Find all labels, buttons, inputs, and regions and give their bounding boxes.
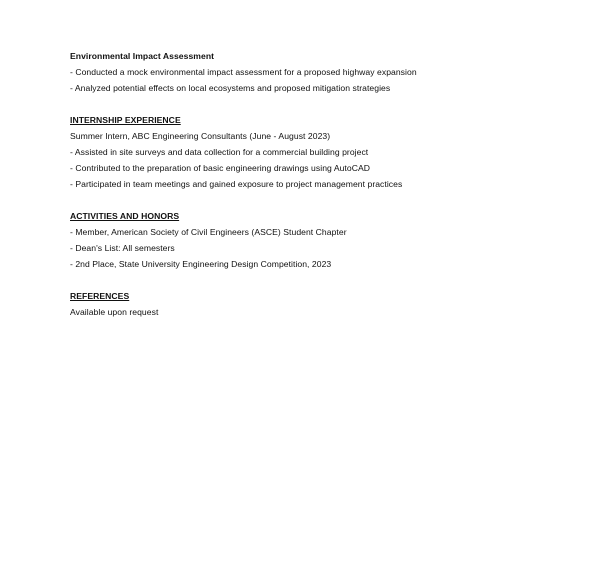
internship-role: Summer Intern, ABC Engineering Consultants (June - August 2023) [70,131,331,141]
resume-page [70,48,570,320]
spacer [70,96,570,112]
references-heading: REFERENCES [70,291,130,301]
spacer [70,272,570,288]
activities-heading: ACTIVITIES AND HONORS [70,211,180,221]
activities-bullet: - Dean's List: All semesters [70,243,175,253]
project-bullet: - Conducted a mock environmental impact assessment for a proposed highway expansion [70,67,417,77]
project-bullet: - Analyzed potential effects on local ecosystems and proposed mitigation strategies [70,83,391,93]
references-text: Available upon request [70,307,159,317]
activities-bullet: - Member, American Society of Civil Engineers (ASCE) Student Chapter [70,227,347,237]
internship-bullet: - Participated in team meetings and gained exposure to project management practices [70,179,403,189]
activities-bullet: - 2nd Place, State University Engineering Design Competition, 2023 [70,259,332,269]
internship-bullet: - Assisted in site surveys and data collection for a commercial building project [70,147,369,157]
spacer [70,192,570,208]
project-title: Environmental Impact Assessment [70,51,215,61]
internship-heading: INTERNSHIP EXPERIENCE [70,115,181,125]
internship-bullet: - Contributed to the preparation of basic engineering drawings using AutoCAD [70,163,370,173]
